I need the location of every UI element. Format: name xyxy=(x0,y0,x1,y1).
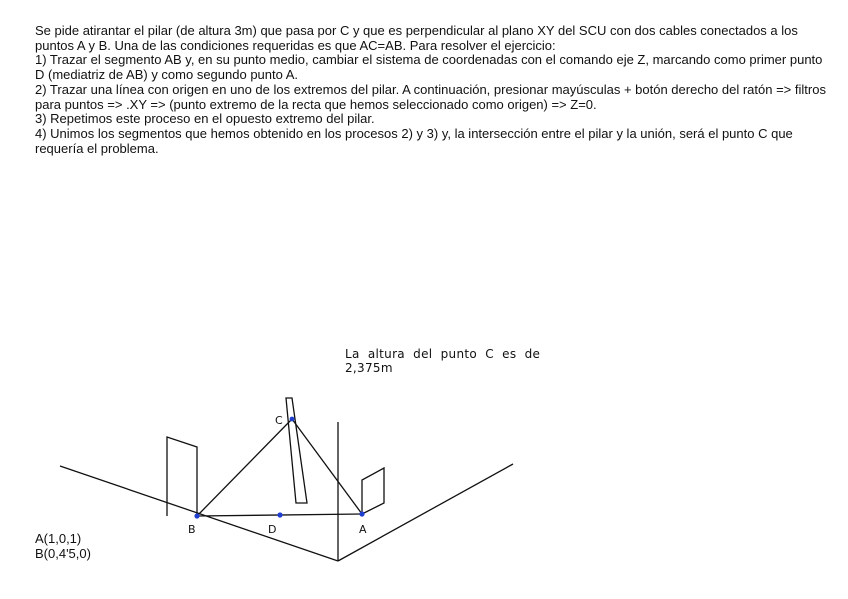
cable-ac xyxy=(292,419,362,514)
step-4: 4) Unimos los segmentos que hemos obtenido en los procesos 2) y 3) y, la intersección entre el pilar y la unión, será el punto C que requería el problema. xyxy=(35,125,793,156)
step-2: 2) Trazar una línea con origen en uno de los extremos del pilar. A continuación, presionar mayúsculas + botón derecho del ratón => filtros para puntos => .XY => (punto extremo de la recta que hemos seleccionado como origen) => Z=0. xyxy=(35,81,826,112)
label-c: C xyxy=(275,414,283,427)
point-b xyxy=(194,513,199,518)
coord-b: B(0,4'5,0) xyxy=(35,546,91,561)
label-a: A xyxy=(359,523,367,536)
point-a xyxy=(359,511,364,516)
step-3: 3) Repetimos este proceso en el opuesto extremo del pilar. xyxy=(35,111,375,127)
point-coordinates xyxy=(35,531,91,561)
height-note-line-1: La altura del punto C es de xyxy=(345,347,541,361)
label-d: D xyxy=(268,523,277,536)
pillar xyxy=(286,398,307,503)
panel-a xyxy=(362,468,384,514)
point-d xyxy=(277,512,282,517)
height-note-line-2: 2,375m xyxy=(345,361,393,375)
label-b: B xyxy=(188,523,196,536)
point-c xyxy=(290,417,295,422)
coord-a: A(1,0,1) xyxy=(35,531,82,546)
step-1: 1) Trazar el segmento AB y, en su punto medio, cambiar el sistema de coordenadas con el comando eje Z, marcando como primer punto D (mediatriz de AB) y como segundo punto A. xyxy=(35,52,823,83)
cable-bc xyxy=(197,419,292,516)
intro-text: Se pide atirantar el pilar (de altura 3m) que pasa por C y que es perpendicular al plano XY del SCU con dos cables conectados a los puntos A y B. Una de las condiciones requeridas es que AC=AB. Para resolver el ejercicio: xyxy=(35,23,798,53)
